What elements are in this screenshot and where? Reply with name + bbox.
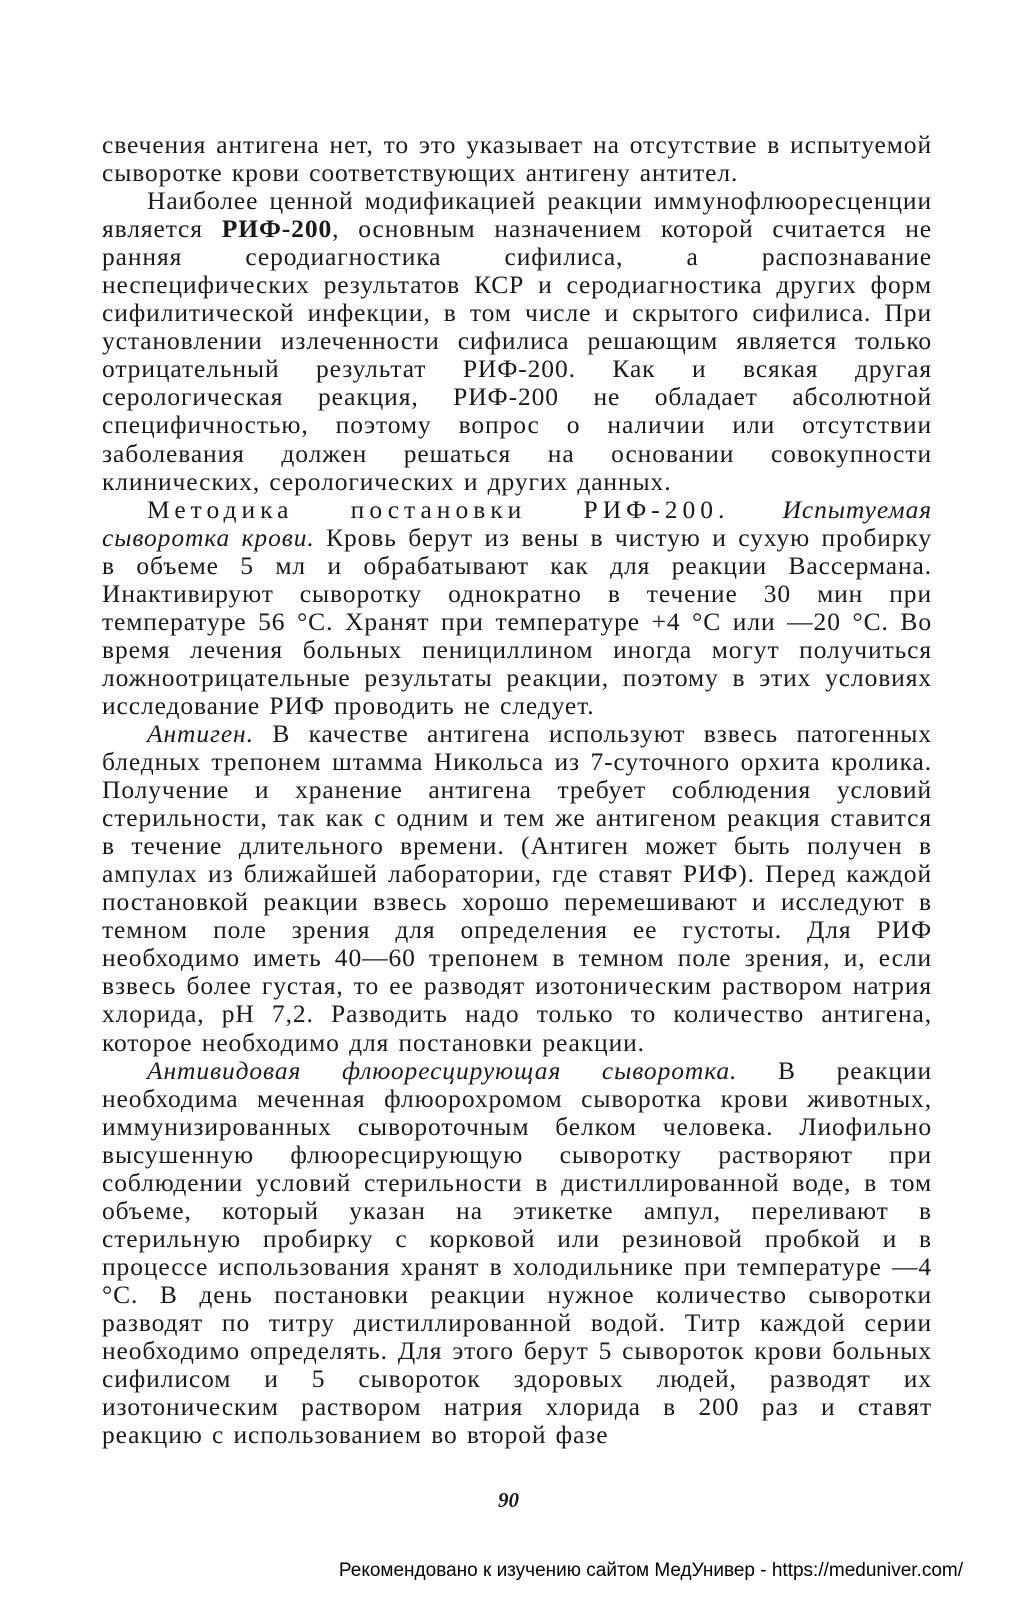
text-run: Наиболее ценной модификацией реакции иммунофлюоресценции является — [102, 186, 932, 244]
text-run: свечения антигена нет, то это указывает на отсутствие в испытуемой сыворотке крови соответствующих антигену антител. — [102, 130, 932, 188]
italic-heading: Испытуемая сыворотка крови. — [102, 494, 932, 552]
italic-heading: Антивидовая флюоресцирующая сыворотка. — [147, 1055, 738, 1085]
page-number: 90 — [498, 1488, 519, 1512]
text-run: В реакции необходима меченная флюорохромом сыворотка крови животных, иммунизированных сывороточным белком человека. Лиофильно высушенную флюоресцирующую сыворотку растворяют при соблюдении условий стерильности в дистиллированной воде, в том объеме, который указан на этикетке ампул, переливают в стерильную пробирку с корковой или резиновой пробкой и в процессе использования хранят в холодильнике при температуре —4 °С. В день постановки реакции нужное количество сыворотки разводят по титру дистиллированной водой. Титр каждой серии необходимо определять. Для этого берут 5 сывороток крови больных сифилисом и 5 сывороток здоровых людей, разводят их изотоническим раствором натрия хлорида в 200 раз и ставят реакцию с использованием во второй фазе — [102, 1055, 932, 1450]
paragraph — [102, 496, 932, 720]
text-run: , основным назначением которой считается не ранняя серодиагностика сифилиса, а распознавание неспецифических результатов КСР и серодиагностика других форм сифилитической инфекции, в том числе и скрытого сифилиса. При установлении излеченности сифилиса решающим является только отрицательный результат РИФ-200. Как и всякая другая серологическая реакция, РИФ-200 не обладает абсолютной специфичностью, поэтому вопрос о наличии или отсутствии заболевания должен решаться на основании совокупности клинических, серологических и других данных. — [102, 214, 932, 496]
body-text — [102, 131, 932, 1449]
text-run: Кровь берут из вены в чистую и сухую пробирку в объеме 5 мл и обрабатывают как для реакции Вассермана. Инактивируют сыворотку однократно в течение 30 мин при температуре 56 °С. Хранят при температуре +4 °С или —20 °С. Во время лечения больных пенициллином иногда могут получиться ложноотрицательные результаты реакции, поэтому в этих условиях исследование РИФ проводить не следует. — [102, 522, 932, 720]
bold-term: РИФ-200 — [221, 214, 333, 244]
text-run: В качестве антигена используют взвесь патогенных бледных трепонем штамма Никольса из 7-суточного орхита кролика. Получение и хранение антигена требует соблюдения условий стерильности, так как с одним и тем же антигеном реакция ставится в течение длительного времени. (Антиген может быть получен в ампулах из ближайшей лаборатории, где ставят РИФ). Перед каждой постановкой реакции взвесь хорошо перемешивают и исследуют в темном поле зрения для определения ее густоты. Для РИФ необходимо иметь 40—60 трепонем в темном поле зрения, и, если взвесь более густая, то ее разводят изотоническим раствором натрия хлорида, рН 7,2. Разводить надо только то количество антигена, которое необходимо для постановки реакции. — [102, 718, 932, 1057]
paragraph — [102, 187, 932, 496]
paragraph — [102, 131, 932, 187]
paragraph — [102, 1057, 932, 1450]
italic-heading: Антиген. — [147, 718, 254, 748]
watermark-footer: Рекомендовано к изучению сайтом МедУнивер - https://meduniver.com/ — [338, 1560, 963, 1581]
paragraph — [102, 720, 932, 1057]
spaced-heading: Методика постановки РИФ-200. — [147, 494, 730, 524]
text-run — [729, 495, 782, 524]
